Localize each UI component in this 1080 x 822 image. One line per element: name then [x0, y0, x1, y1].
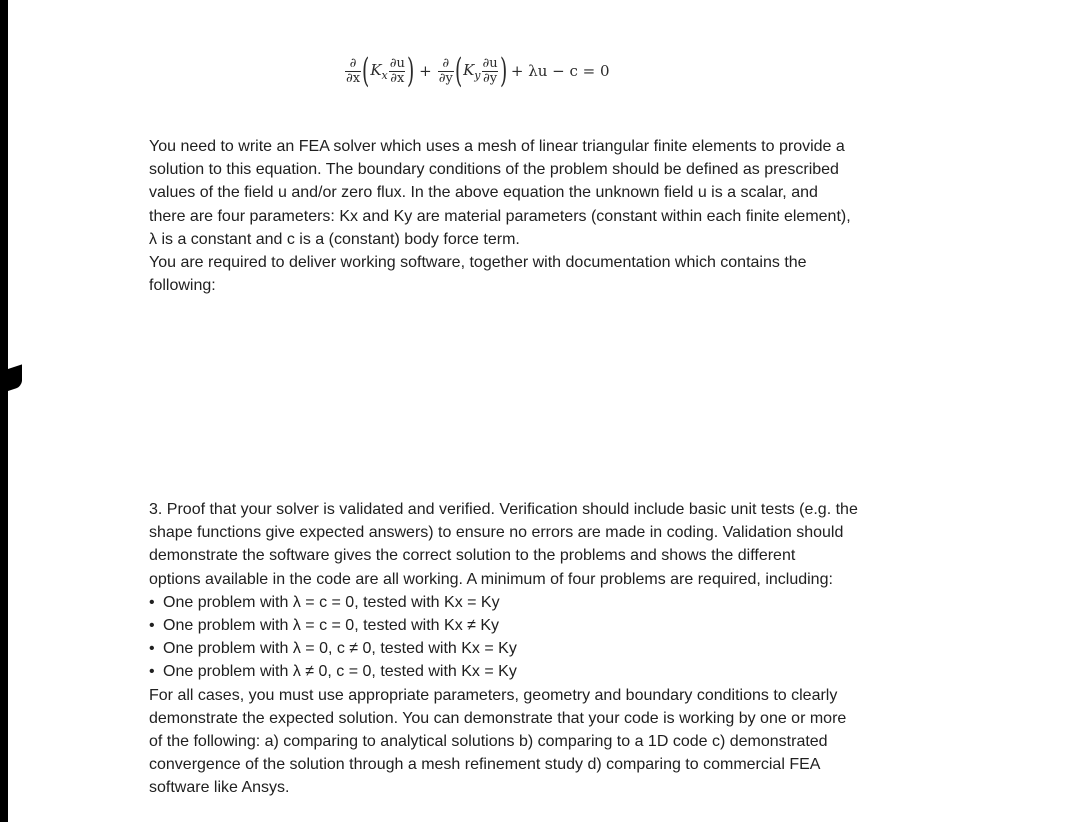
bullet-dot: • [149, 640, 155, 658]
closing-line: of the following: a) comparing to analytical solutions b) comparing to a 1D code c) demonstrated [149, 733, 828, 751]
bullet-text: One problem with λ = 0, c ≠ 0, tested with Kx = Ky [163, 640, 517, 658]
plus-operator: + [419, 62, 432, 80]
dy-denominator-inner: ∂y [483, 70, 498, 86]
closing-line: For all cases, you must use appropriate parameters, geometry and boundary conditions to clearly [149, 686, 838, 704]
governing-equation [344, 46, 610, 96]
intro-line: values of the field u and/or zero flux. In the above equation the unknown field u is a scalar, and [149, 184, 818, 202]
du-dx [389, 57, 406, 85]
open-paren: ( [362, 51, 370, 91]
intro-line: You need to write an FEA solver which uses a mesh of linear triangular finite elements to provide a [149, 138, 845, 155]
bullet-item [149, 591, 949, 614]
open-paren-y: ( [454, 51, 463, 91]
bullet-dot: • [149, 617, 155, 635]
closing-line: demonstrate the expected solution. You can demonstrate that your code is working by one or more [149, 709, 847, 727]
close-paren: ) [406, 51, 415, 91]
bullet-item [149, 637, 949, 660]
bullet-item [149, 614, 949, 637]
dy-denominator: ∂y [438, 70, 453, 86]
page-left-edge [0, 0, 8, 822]
task3-section [149, 498, 949, 800]
bullet-dot: • [149, 663, 155, 681]
intro-line: solution to this equation. The boundary conditions of the problem should be defined as prescribed [149, 161, 839, 179]
d-dy-operator [438, 57, 454, 85]
equation-tail: + λu − c = 0 [510, 62, 610, 80]
dx-denominator-inner: ∂x [390, 70, 405, 86]
task3-line: shape functions give expected answers) to ensure no errors are made in coding. Validation should [149, 524, 844, 542]
task3-line: 3. Proof that your solver is validated and verified. Verification should include basic unit tests (e.g. the [149, 501, 858, 518]
task3-line: options available in the code are all working. A minimum of four problems are required, including: [149, 570, 833, 588]
bullet-text: One problem with λ = c = 0, tested with Kx = Ky [163, 593, 500, 611]
closing-line: convergence of the solution through a mesh refinement study d) comparing to commercial FEA [149, 756, 821, 774]
du-numerator: ∂u [389, 55, 405, 71]
close-paren-y: ) [499, 51, 507, 91]
intro-line: You are required to deliver working software, together with documentation which contains the [149, 254, 807, 272]
task3-line: demonstrate the software gives the correct solution to the problems and shows the different [149, 547, 796, 565]
partial-numerator-y: ∂ [442, 55, 450, 71]
du-dy [482, 57, 499, 85]
bullet-text: One problem with λ ≠ 0, c = 0, tested with Kx = Ky [163, 663, 517, 681]
dx-denominator: ∂x [346, 70, 361, 86]
intro-paragraph [149, 135, 949, 297]
d-dx-operator [345, 57, 361, 85]
du-numerator-y: ∂u [482, 55, 498, 71]
bullet-text: One problem with λ = c = 0, tested with Kx ≠ Ky [163, 617, 500, 635]
closing-line: software like Ansys. [149, 779, 290, 797]
intro-line: there are four parameters: Kx and Ky are material parameters (constant within each finite element), [149, 207, 851, 225]
ky-coefficient: $K_y$ [463, 60, 481, 82]
partial-numerator: ∂ [349, 55, 357, 71]
bullet-item [149, 660, 949, 683]
intro-line: following: [149, 277, 216, 295]
bullet-dot: • [149, 593, 155, 611]
intro-line: λ is a constant and c is a (constant) body force term. [149, 230, 520, 248]
kx-coefficient: $K_x$ [370, 60, 388, 82]
